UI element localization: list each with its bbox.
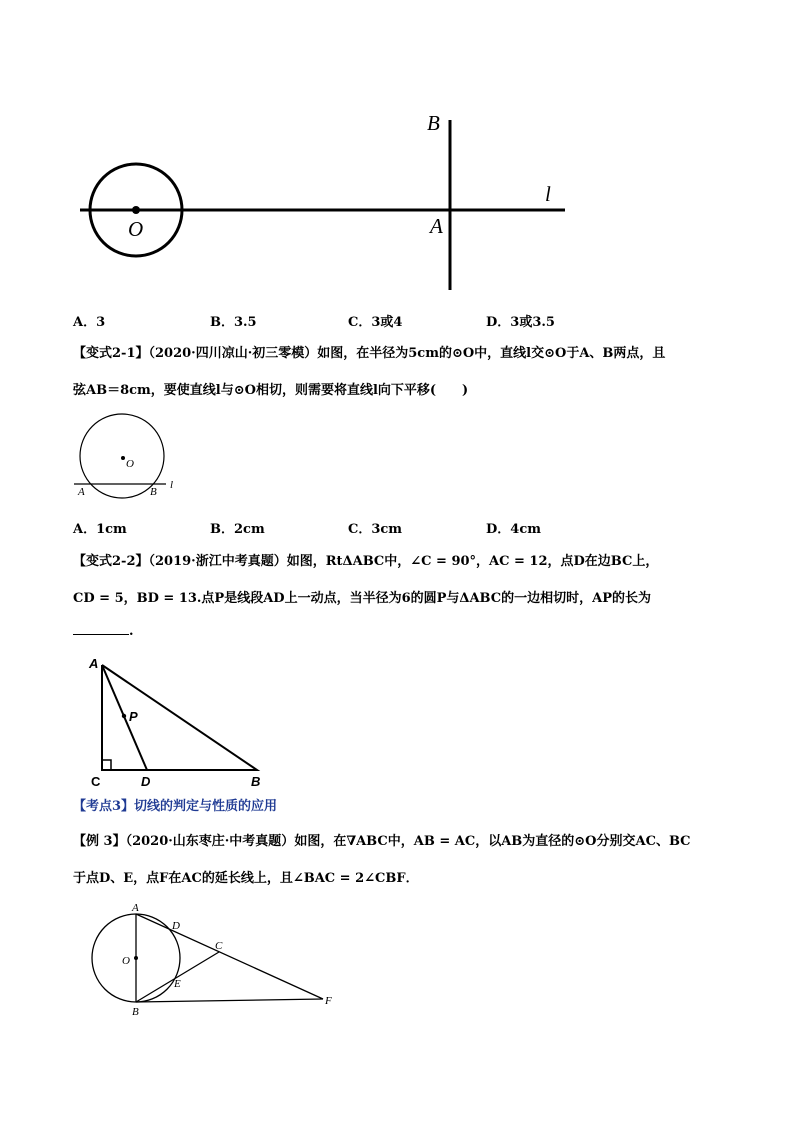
v21-label-a: A	[78, 486, 85, 498]
v21-text1: 如图，在半径为5cm的⊙O中，直线l交⊙O于A、B两点，且	[317, 346, 666, 361]
v21-line2: 弦AB＝8cm，要使直线l与⊙O相切，则需要将直线l向下平移( )	[73, 383, 469, 398]
ex3-label-b: B	[132, 1006, 139, 1018]
v21-label-b: B	[150, 486, 157, 498]
v22-label-a: A	[89, 656, 99, 671]
kaodian-heading: 【考点3】切线的判定与性质的应用	[73, 799, 278, 814]
v22-source: （2019·浙江中考真题）	[148, 554, 287, 569]
v22-line1	[73, 553, 658, 571]
v22-text1: 如图，RtΔABC中，∠C = 90°，AC = 12，点D在边BC上，	[286, 554, 659, 569]
ex3-text1: 如图，在∇ABC中，AB = AC，以AB为直径的⊙O分别交AC、BC	[294, 834, 691, 849]
ex3-tag: 【例 3】	[73, 834, 126, 849]
ex3-label-c: C	[215, 940, 223, 952]
v21-option-d: D．4cm	[486, 522, 541, 537]
v21-option-c: C．3cm	[348, 522, 403, 537]
v22-line2: CD = 5，BD = 13.点P是线段AD上一动点，当半径为6的圆P与ΔABC的一边相切时，AP的长为	[73, 591, 651, 606]
v22-label-c: C	[91, 774, 101, 789]
v21-label-l: l	[170, 479, 174, 491]
v22-line3-end: .	[129, 624, 134, 639]
label-b: B	[427, 111, 440, 135]
v21-line1	[73, 345, 665, 363]
answer-blank	[73, 620, 129, 635]
ex3-source: （2020·山东枣庄·中考真题）	[125, 834, 295, 849]
v21-tag: 【变式2-1】	[73, 346, 149, 361]
v22-tag: 【变式2-2】	[73, 554, 149, 569]
ex3-label-e: E	[174, 978, 181, 990]
label-l: l	[545, 182, 551, 206]
v21-option-a: A．1cm	[73, 522, 127, 537]
figure-v22	[85, 652, 275, 792]
ex3-label-a: A	[132, 902, 139, 914]
figure-ex3	[85, 898, 345, 1023]
option-d: D．3或3.5	[486, 315, 555, 330]
ex3-label-f: F	[325, 995, 332, 1007]
v22-label-d: D	[141, 774, 151, 789]
option-c: C．3或4	[348, 315, 403, 330]
figure-v21	[70, 412, 190, 507]
label-a: A	[430, 214, 443, 238]
ex3-label-o: O	[122, 955, 130, 967]
option-b: B．3.5	[210, 315, 257, 330]
ex3-line2: 于点D、E，点F在AC的延长线上，且∠BAC = 2∠CBF．	[73, 871, 419, 886]
center-point	[132, 206, 140, 214]
v21-label-o: O	[126, 458, 134, 470]
v22-line3	[73, 620, 134, 641]
v21-source: （2020·四川凉山·初三零模）	[148, 346, 318, 361]
ex3-line1	[73, 833, 691, 851]
v22-label-b: B	[251, 774, 261, 789]
v22-label-p: P	[129, 709, 138, 724]
label-o: O	[128, 217, 144, 241]
v21-option-b: B．2cm	[210, 522, 265, 537]
figure-circle-line	[70, 105, 590, 300]
ex3-label-d: D	[172, 920, 180, 932]
option-a: A．3	[73, 315, 106, 330]
